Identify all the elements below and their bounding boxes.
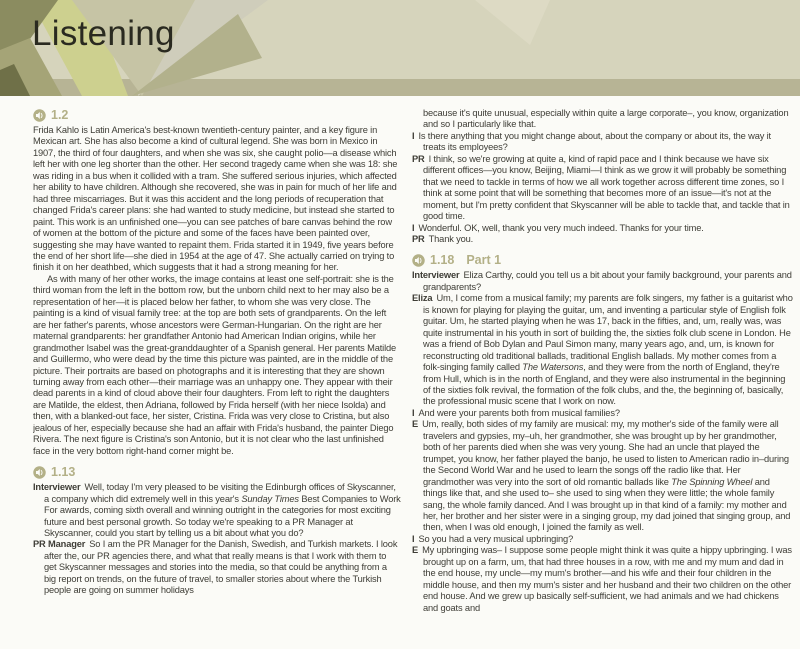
track-number: 1.18: [430, 253, 455, 268]
left-column: [33, 108, 401, 649]
speaker-label: I: [412, 533, 415, 544]
dialogue-turn: [412, 293, 793, 408]
turn-text: So you had a very musical upbringing?: [418, 533, 574, 544]
right-column: [412, 108, 793, 649]
turn-text: My upbringing was– I suppose some people might think it was quite a hippy upbringing. I was brought up on a farm, um, that had three houses in a row, with me and my mum and dad in the end house, my uncle—my mum's brother—and his wife and their four children in the middle house, and then my mum's sister and her husband and their two children on the other end house. And we grew up basically self-sufficient, we had animals and we had chickens and goats and: [422, 545, 792, 613]
track-number: 1.2: [51, 108, 69, 122]
dialogue-turn-continuation: [412, 108, 793, 131]
speaker-label: PR: [412, 233, 425, 244]
turn-text: Is there anything that you might change about, about the company or about its, the way it treats its employees?: [418, 130, 771, 153]
speaker-label: Interviewer: [33, 482, 81, 493]
turn-text: Well, today I'm very pleased to be visiting the Edinburgh offices of Skyscanner, a company which did extremely well in this year's Sunday Times Best Companies to Work For awards, coming sixth overall and winning outright in the categories for most exciting future and best personal growth. So today we're speaking to a PR Manager at Skyscanner, could you start by telling us a bit about what you do?: [44, 482, 401, 538]
dialogue-turn: [412, 270, 793, 293]
dialogue-turn: [412, 534, 793, 545]
turn-text: And were your parents both from musical families?: [418, 407, 620, 418]
dialogue-turn: [412, 419, 793, 534]
dialogue-turn: [33, 539, 401, 596]
turn-text: Thank you.: [428, 233, 474, 244]
speaker-label: PR Manager: [33, 539, 86, 550]
track-number: 1.13: [51, 465, 76, 480]
speaker-icon: [412, 254, 425, 267]
speaker-label: E: [412, 419, 419, 430]
speaker-label: E: [412, 545, 419, 556]
turn-text: Wonderful. OK, well, thank you very much indeed. Thanks for your time.: [418, 222, 704, 233]
speaker-label: Interviewer: [412, 270, 460, 281]
dialogue-turn: [412, 154, 793, 223]
narration-paragraph: As with many of her other works, the image contains at least one self-portrait: she is the third woman from the left in the bottom row, but the unborn child next to her may also be a representation of her—it is placed below her father, to whom she was very close. The painting is a kind of visual family tree: at the top are both sets of grandparents. On the left are her father's parents, whose ancestors were German-Hungarian. On the right are her maternal grandparents: her grandfather Antonio had American Indian origins, while her grandmother Isabel was the great-granddaughter of a Spanish general. Her parents Matilde and Guillermo, who were dead by the time this picture was painted, are in the middle of the picture. Their portraits are based on photographs and it is interesting that they are shown turning away from each other—their marriage was an unhappy one. They appear with their dead parents in a kind of cloud above their four daughters. From left to right the daughters are Matilde, the eldest, then Adriana, followed by Frida herself (with her niece Isolda) and then, with a blanked-out face, her sister, Cristina. Frida was very close to Cristina, but also jealous of her, especially because she had an affair with Frida's husband, the painter Diego Rivera. The next figure is Cristina's son Antonio, but it is not clear who the last unfinished face in the very bottom right-hand corner might be.: [33, 273, 397, 456]
turn-text: because it's quite unusual, especially within quite a large corporate–, you know, organization and so I particularly like that.: [423, 108, 789, 130]
speaker-label: Eliza: [412, 293, 433, 304]
speaker-label: I: [412, 130, 415, 141]
speaker-label: I: [412, 407, 415, 418]
dialogue-turn: [412, 545, 793, 614]
turn-text: I think, so we're growing at quite a, kind of rapid pace and I think because we have six different offices—you know, Beijing, Miami—I think as we grow it will probably be something that we need to tackle in terms of how we all work together across different time zones, so I think at some point that will be something that becomes more of an issue—it's not at the moment, but I'm pretty confident that Skyscanner will be able to tackle that, and tackle that in good time.: [423, 153, 790, 222]
speaker-label: PR: [412, 153, 425, 164]
turn-text: Um, really, both sides of my family are musical: my, my mother's side of the family were all travelers and gypsies, my–uh, her grandmother, she was brought up by her grandmother, both of her parents died when she was very young. She had an uncle that played the trumpet, you know, her father played the banjo, he used to listen to American radio in–during the Second World War and he used to learn the songs off the radio like that. Her grandmother was very into the sort of old romantic ballads like The Spinning Wheel and things like that, and she used to– she used to sing when they were little; the whole family sang, the whole family danced. And I was brought up in that kind of a family: my mother and her, her brother and her sister were in a singing group, my dad joined that singing group, and then, when I was old enough, I joined the family as well.: [422, 419, 791, 533]
dialogue-turn: [412, 408, 793, 419]
turn-text: Um, I come from a musical family; my parents are folk singers, my father is a guitarist who is known for playing for playing the guitar, um, and inventing a particular style of English folk guitar. Um, he started playing when he was 17, back in the fifties, and, um, really was, was quite instrumental in his youth in sort of building the, the sixties folk club scene in London. He was a friend of Bob Dylan and Paul Simon many, many years ago, and, um, is known for reconstructing old traditional ballads, traditional English ballads. My mother comes from a folk-singing family called The Watersons, and they were from the north of England, they're from Hull, which is in the north of England, and they were also instrumental in the beginning of the sixties folk revival, the formation of the folk clubs, and the, the beginning of, basically, the professional music scene that I work on now.: [423, 293, 793, 407]
track-header-1-18: [412, 253, 793, 267]
speaker-label: I: [412, 222, 415, 233]
dialogue-turn: [412, 223, 793, 234]
page-header: [0, 0, 800, 96]
speaker-icon: [33, 109, 46, 122]
page-title: Listening: [32, 14, 175, 53]
track-header-1-13: [33, 465, 401, 479]
turn-text: So I am the PR Manager for the Danish, Swedish, and Turkish markets. I look after the, our PR agencies there, and what that really means is that I work with them to get Skyscanner messages and stories into the media, so that could be anything from a big report on trends, on the future of travel, to smaller stories about where the Turkish people are going on summer holidays: [44, 539, 398, 596]
dialogue-turn: [412, 234, 793, 245]
narration-paragraph: Frida Kahlo is Latin America's best-known twentieth-century painter, and a key figure in Mexican art. She has also become a kind of cultural legend. She was born in Mexico in 1907, the third of four daughters, and when she was six, she caught polio—a disease which left her with one leg shorter than the other. Her second tragedy came when she was 18: she was riding in a bus when it collided with a tram. She suffered serious injuries, which affected her ability to have children. Although she recovered, she was in pain for much of her life and had three miscarriages. But it was this accident and the long periods of recuperation that changed Frida's career plans: she had wanted to study medicine, but instead she started to paint. This work is an unfinished one—you can see patches of bare canvas behind the row of women at the bottom of the picture and some of the faces have been painted over, suggesting she may have wanted to repaint them. Frida started it in 1949, five years before the end of her short life—she died in 1954 at the age of 47. She actually carried on trying to finish it on her deathbed, which suggests that it had a strong meaning for her.: [33, 125, 398, 273]
dialogue-turn: [412, 131, 793, 154]
dialogue-turn: [33, 482, 401, 539]
speaker-icon: [33, 466, 46, 479]
track-header-1-2: [33, 108, 401, 122]
track-part-label: Part 1: [466, 253, 502, 268]
turn-text: Eliza Carthy, could you tell us a bit about your family background, your parents and grandparents?: [423, 270, 792, 292]
